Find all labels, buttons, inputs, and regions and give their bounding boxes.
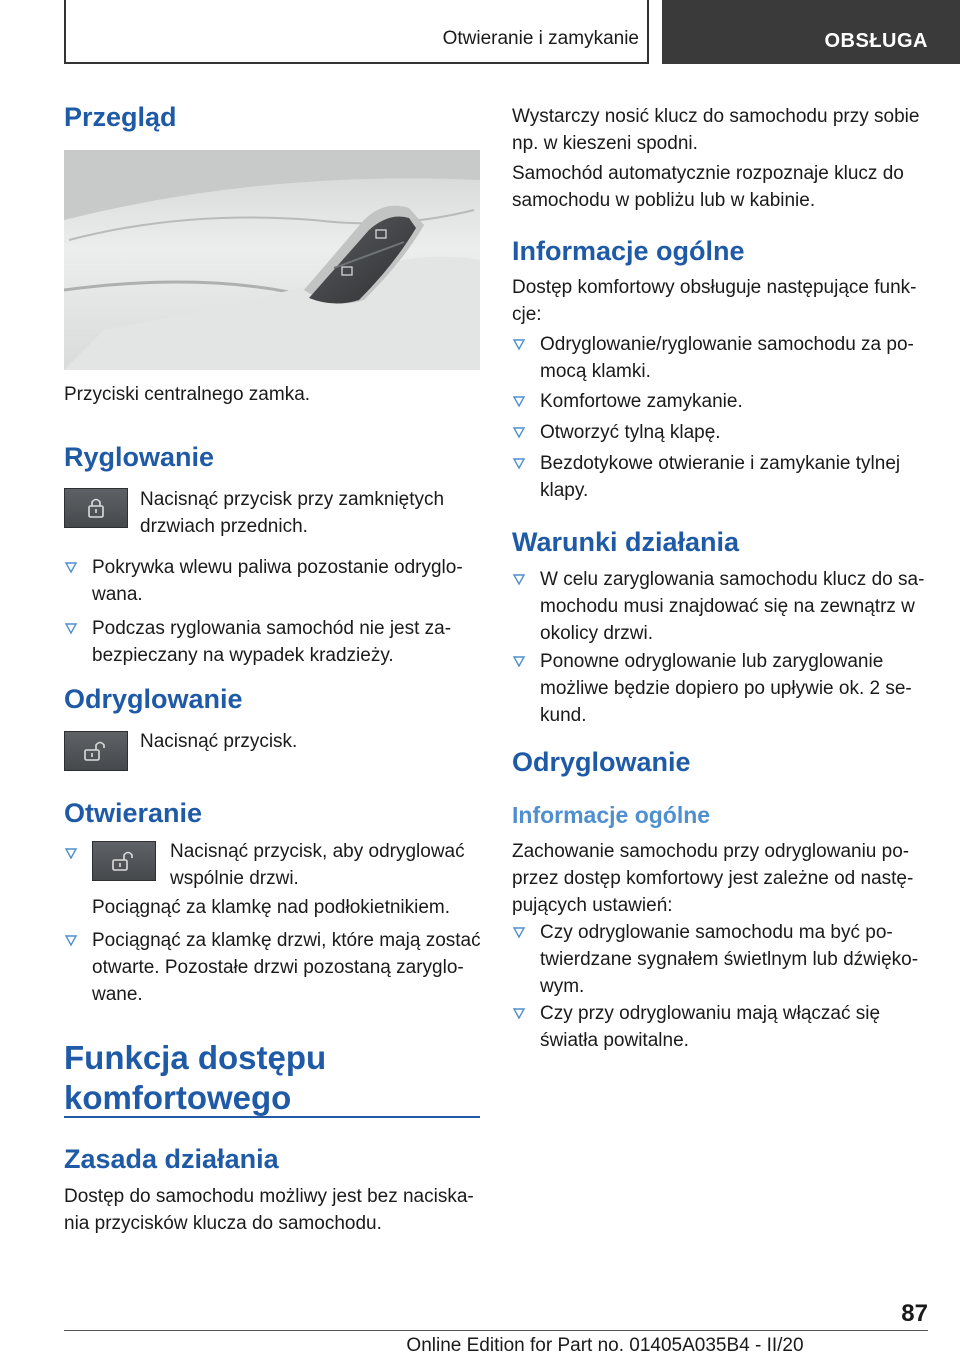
paragraph: Samochód automatycznie rozpoznaje klucz do samochodu w pobliżu lub w kabinie. — [512, 163, 904, 211]
unlocking-heading: Odryglowanie — [64, 684, 243, 714]
lock-icon — [65, 489, 127, 527]
bullet-triangle-icon — [512, 337, 526, 351]
principle-text: Dostęp do samochodu możliwy jest bez naciska- nia przycisków klucza do samochodu. — [64, 1186, 474, 1234]
unlock-button-image — [64, 731, 128, 771]
bullet-triangle-icon — [512, 925, 526, 939]
bullet-triangle-icon — [64, 846, 78, 860]
chapter-tab — [662, 0, 960, 64]
comfort-access-heading: Funkcja dostępu komfortowego — [64, 1039, 327, 1116]
header-section-title: Otwieranie i zamykanie — [442, 28, 639, 49]
bullet-triangle-icon — [512, 394, 526, 408]
paragraph: Wystarczy nosić klucz do samochodu przy sobie np. w kieszeni spodni. — [512, 106, 920, 154]
heading-rule — [64, 1116, 480, 1118]
door-handle-photo — [64, 150, 480, 370]
bullet-triangle-icon — [64, 560, 78, 574]
overview-heading: Przegląd — [64, 102, 177, 132]
bullet-triangle-icon — [512, 654, 526, 668]
general-info-heading: Informacje ogólne — [512, 236, 745, 266]
unlock-icon — [65, 732, 127, 770]
bullet-triangle-icon — [512, 1006, 526, 1020]
figure-caption: Przyciski centralnego zamka. — [64, 384, 311, 405]
conditions-heading: Warunki działania — [512, 527, 740, 557]
unlocking-text: Nacisnąć przycisk. — [140, 731, 298, 752]
bullet-triangle-icon — [64, 621, 78, 635]
unlock-subheading: Informacje ogólne — [512, 802, 711, 828]
unlock-button-image — [92, 841, 156, 881]
opening-heading: Otwieranie — [64, 798, 203, 828]
bullet-triangle-icon — [512, 572, 526, 586]
unlock-icon — [93, 842, 155, 880]
page-number: 87 — [901, 1300, 928, 1327]
bullet-triangle-icon — [512, 425, 526, 439]
opening-substep: Pociągnąć za klamkę nad podłokietnikiem. — [92, 897, 451, 918]
principle-heading: Zasada działania — [64, 1144, 279, 1174]
lock-button-image — [64, 488, 128, 528]
locking-heading: Ryglowanie — [64, 442, 215, 472]
edition-footer: Online Edition for Part no. 01405A035B4 - II/20 — [406, 1335, 804, 1356]
unlock-heading: Odryglowanie — [512, 747, 691, 777]
door-handle-illustration — [64, 150, 480, 370]
running-header — [64, 0, 649, 64]
opening-step-text: Nacisnąć przycisk, aby odryglować wspólnie drzwi. — [170, 841, 465, 889]
bullet-triangle-icon — [64, 933, 78, 947]
header-chapter-title: OBSŁUGA — [824, 30, 928, 52]
general-info-text: Dostęp komfortowy obsługuje następujące funk- cje: — [512, 277, 917, 325]
locking-text: Nacisnąć przycisk przy zamkniętych drzwiach przednich. — [140, 489, 445, 537]
footer-rule — [64, 1330, 928, 1331]
bullet-triangle-icon — [512, 456, 526, 470]
unlock-text: Zachowanie samochodu przy odryglowaniu po- przez dostęp komfortowy jest zależne od nastę- pujących ustawień: — [512, 841, 914, 916]
